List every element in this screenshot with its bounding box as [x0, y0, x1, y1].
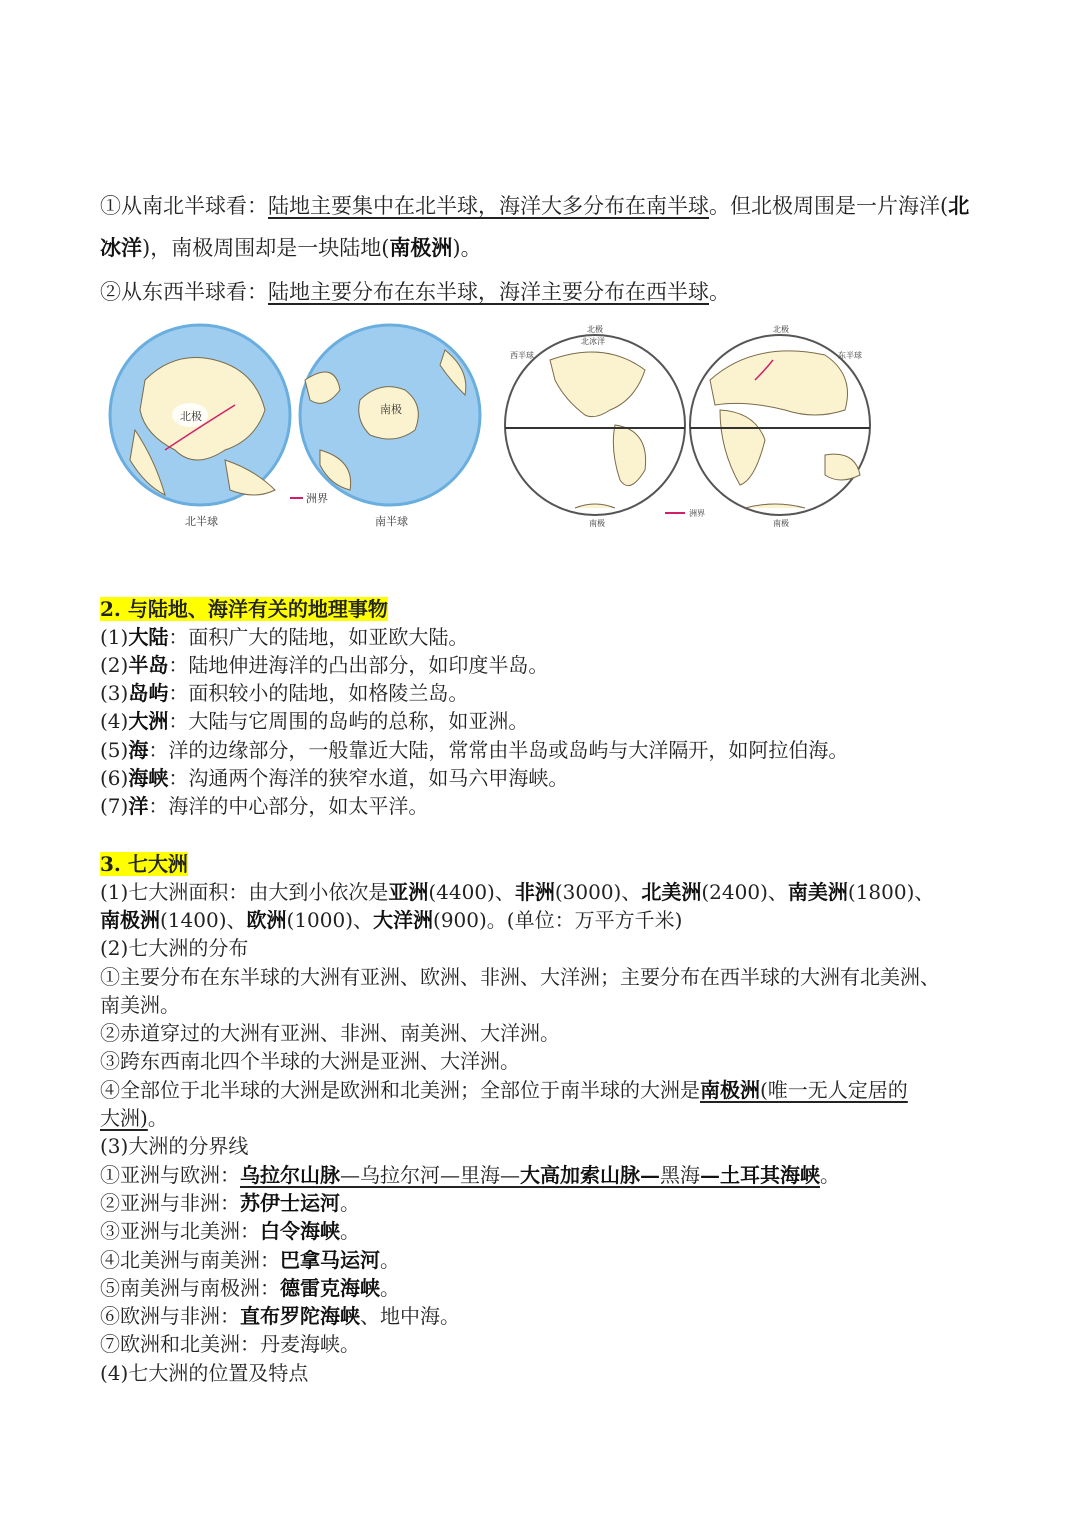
- distribution-2: ②赤道穿过的大洲有亚洲、非洲、南美洲、大洋洲。: [100, 1021, 560, 1045]
- hemisphere-ew-line: ②从东西半球看：陆地主要分布在东半球，海洋主要分布在西半球。: [100, 280, 730, 304]
- list-item: (1)大陆：面积广大的陆地，如亚欧大陆。: [100, 625, 469, 649]
- west-top-ocean: 北冰洋: [581, 337, 605, 346]
- south-pole-label: 南极: [380, 403, 402, 416]
- hemisphere-maps: [105, 320, 875, 535]
- north-hemisphere-caption: 北半球: [185, 515, 218, 528]
- area-line-2: 南极洲(1400)、欧洲(1000)、大洋洲(900)。(单位：万平方千米): [100, 908, 683, 932]
- west-hemisphere-map: [505, 324, 685, 528]
- east-bottom-label: 南极: [773, 519, 789, 528]
- list-item: (4)大洲：大陆与它周围的岛屿的总称，如亚洲。: [100, 709, 529, 733]
- west-bottom-label: 南极: [589, 519, 605, 528]
- list-item: (5)海：洋的边缘部分，一般靠近大陆，常常由半岛或岛屿与大洋隔开，如阿拉伯海。: [100, 738, 849, 762]
- boundary-6: ⑥欧洲与非洲：直布罗陀海峡、地中海。: [100, 1304, 460, 1328]
- boundary-5: ⑤南美洲与南极洲：德雷克海峡。: [100, 1276, 400, 1300]
- hemisphere-ns-line-1: ①从南北半球看：陆地主要集中在北半球，海洋大多分布在南半球。但北极周围是一片海洋(北: [100, 193, 970, 218]
- boundary-title: (3)大洲的分界线: [100, 1134, 249, 1158]
- distribution-title: (2)七大洲的分布: [100, 936, 249, 960]
- boundary-7: ⑦欧洲和北美洲：丹麦海峡。: [100, 1332, 360, 1356]
- list-item: (3)岛屿：面积较小的陆地，如格陵兰岛。: [100, 681, 469, 705]
- north-hemisphere-map: [110, 325, 290, 528]
- distribution-4b: 大洲)。: [100, 1106, 168, 1130]
- east-top-label: 北极: [773, 325, 789, 334]
- boundary-1: ①亚洲与欧洲：乌拉尔山脉—乌拉尔河—里海—大高加索山脉—黑海—土耳其海峡。: [100, 1163, 840, 1187]
- section-2-heading: 2. 与陆地、海洋有关的地理事物: [100, 597, 388, 621]
- boundary-legend-2: 洲界: [689, 509, 705, 518]
- east-hemisphere-map: [690, 324, 870, 528]
- position-title: (4)七大洲的位置及特点: [100, 1361, 309, 1385]
- distribution-1a: ①主要分布在东半球的大洲有亚洲、欧洲、非洲、大洋洲；主要分布在西半球的大洲有北美洲、: [100, 965, 940, 989]
- boundary-4: ④北美洲与南美洲：巴拿马运河。: [100, 1248, 400, 1272]
- distribution-4a: ④全部位于北半球的大洲是欧洲和北美洲；全部位于南半球的大洲是南极洲(唯一无人定居的: [100, 1078, 908, 1102]
- south-hemisphere-caption: 南半球: [375, 515, 408, 528]
- north-pole-label: 北极: [180, 410, 202, 423]
- distribution-3: ③跨东西南北四个半球的大洲是亚洲、大洋洲。: [100, 1049, 520, 1073]
- list-item: (7)洋：海洋的中心部分，如太平洋。: [100, 794, 429, 818]
- list-item: (6)海峡：沟通两个海洋的狭窄水道，如马六甲海峡。: [100, 766, 569, 790]
- area-line-1: (1)七大洲面积：由大到小依次是亚洲(4400)、非洲(3000)、北美洲(2400)、南美洲(1800)、: [100, 880, 935, 904]
- list-item: (2)半岛：陆地伸进海洋的凸出部分，如印度半岛。: [100, 653, 549, 677]
- distribution-1b: 南美洲。: [100, 993, 180, 1017]
- west-corner-label: 西半球: [510, 351, 534, 360]
- hemisphere-ns-line-2: 冰洋)，南极周围却是一块陆地(南极洲)。: [100, 235, 482, 260]
- boundary-legend: 洲界: [306, 492, 328, 505]
- boundary-2: ②亚洲与非洲：苏伊士运河。: [100, 1191, 360, 1215]
- west-top-label: 北极: [587, 325, 603, 334]
- east-corner-label: 东半球: [838, 351, 862, 360]
- boundary-3: ③亚洲与北美洲：白令海峡。: [100, 1219, 360, 1243]
- section-3-heading: 3. 七大洲: [100, 852, 188, 876]
